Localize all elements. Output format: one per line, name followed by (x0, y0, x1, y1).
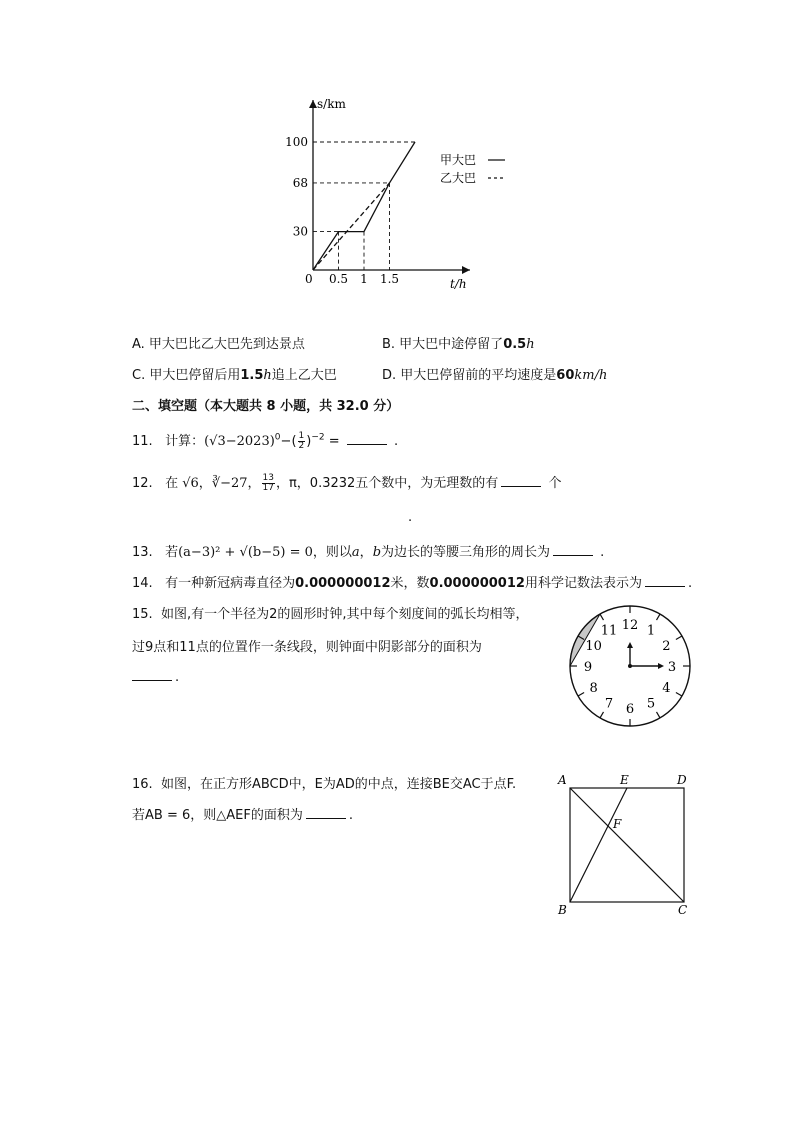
clock-tick (676, 636, 682, 640)
y-tick-label: 100 (285, 135, 308, 149)
clock-number: 2 (662, 639, 671, 654)
label-e: E (620, 773, 629, 787)
legend-label: 乙大巴 (440, 171, 477, 185)
option-b: B. 甲大巴中途停留了0.5h (382, 337, 535, 352)
question-16-line2: 若AB = 6，则△AEF的面积为 . (132, 808, 353, 823)
legend-label: 甲大巴 (440, 153, 477, 167)
fraction: $\frac{1}{2}$ (298, 431, 305, 451)
x-axis-label: t/h (450, 277, 467, 291)
hour-hand-arrow (658, 663, 664, 669)
question-12: 12. 在 √6，∛−27， $\frac{13}{17}$ ，π，0.3232五个数中，为无理数的有 个 (132, 473, 562, 493)
segment-be (570, 788, 627, 902)
question-14: 14. 有一种新冠病毒直径为0.000000012米，数0.000000012用科学记数法表示为 . (132, 576, 693, 591)
clock-number: 12 (621, 618, 639, 633)
section-title: 二、填空题（本大题共 8 小题，共 32.0 分） (132, 399, 400, 414)
answer-blank[interactable] (501, 474, 541, 487)
minute-hand-arrow (627, 642, 633, 648)
x-axis-arrow (462, 266, 470, 274)
diagonal-ac (570, 788, 684, 902)
x-tick-label: 1.5 (379, 272, 400, 286)
option-a: A. 甲大巴比乙大巴先到达景点 (132, 337, 305, 352)
clock-number: 8 (589, 681, 598, 696)
q12-trailing-dot: . (408, 510, 413, 525)
answer-blank[interactable] (645, 574, 685, 587)
clock-number: 4 (662, 681, 671, 696)
y-axis-arrow (309, 100, 317, 108)
clock-number: 5 (646, 696, 656, 712)
origin-label: 0 (305, 272, 313, 286)
clock-number: 3 (667, 660, 677, 675)
clock-tick (578, 693, 584, 697)
x-tick-label: 1 (360, 272, 368, 286)
x-tick-label: 0.5 (328, 272, 349, 286)
label-c: C (678, 903, 688, 917)
fraction: $\frac{13}{17}$ (262, 473, 274, 493)
question-15-line1: 15. 如图,有一个半径为2的圆形时钟,其中每个刻度间的弧长均相等， (132, 607, 529, 622)
clock-number: 1 (646, 623, 656, 639)
question-15-answer: . (132, 668, 179, 685)
option-d: D. 甲大巴停留前的平均速度是60km/h (382, 368, 608, 383)
question-15-line2: 过9点和11点的位置作一条线段，则钟面中阴影部分的面积为 (132, 640, 482, 655)
label-b: B (558, 903, 567, 917)
clock-tick (657, 614, 661, 620)
y-axis-label: s/km (317, 97, 346, 111)
clock-tick (657, 712, 661, 718)
series-line (313, 183, 390, 270)
series-line (313, 142, 415, 270)
clock-number: 11 (600, 623, 618, 639)
clock-center (628, 664, 632, 668)
clock-tick (676, 693, 682, 697)
question-11: 11. 计算：$(√3-2023)^0-$( $\frac{1}{2}$ )$^{-2}$ = . (132, 431, 399, 451)
clock-number: 10 (585, 639, 602, 654)
clock-tick (600, 712, 604, 718)
answer-blank[interactable] (553, 543, 593, 556)
label-f: F (613, 817, 622, 831)
clock-figure (560, 600, 700, 740)
clock-number: 7 (604, 696, 614, 712)
y-tick-label: 30 (292, 224, 308, 239)
clock-number: 9 (583, 660, 593, 675)
answer-blank[interactable] (132, 668, 172, 681)
label-a: A (558, 773, 567, 787)
answer-blank[interactable] (347, 432, 387, 445)
question-13: 13. 若(a−3)² + √(b−5) = 0，则以a，b为边长的等腰三角形的周长为 . (132, 545, 605, 560)
square-figure (550, 770, 700, 920)
distance-time-chart (280, 92, 520, 292)
option-c: C. 甲大巴停留后用1.5h追上乙大巴 (132, 368, 337, 383)
label-d: D (677, 773, 687, 787)
question-16-line1: 16. 如图，在正方形ABCD中，E为AD的中点，连接BE交AC于点F. (132, 777, 517, 792)
y-tick-label: 68 (292, 175, 308, 190)
answer-blank[interactable] (306, 806, 346, 819)
clock-number: 6 (625, 702, 635, 717)
clock-tick (600, 614, 604, 620)
